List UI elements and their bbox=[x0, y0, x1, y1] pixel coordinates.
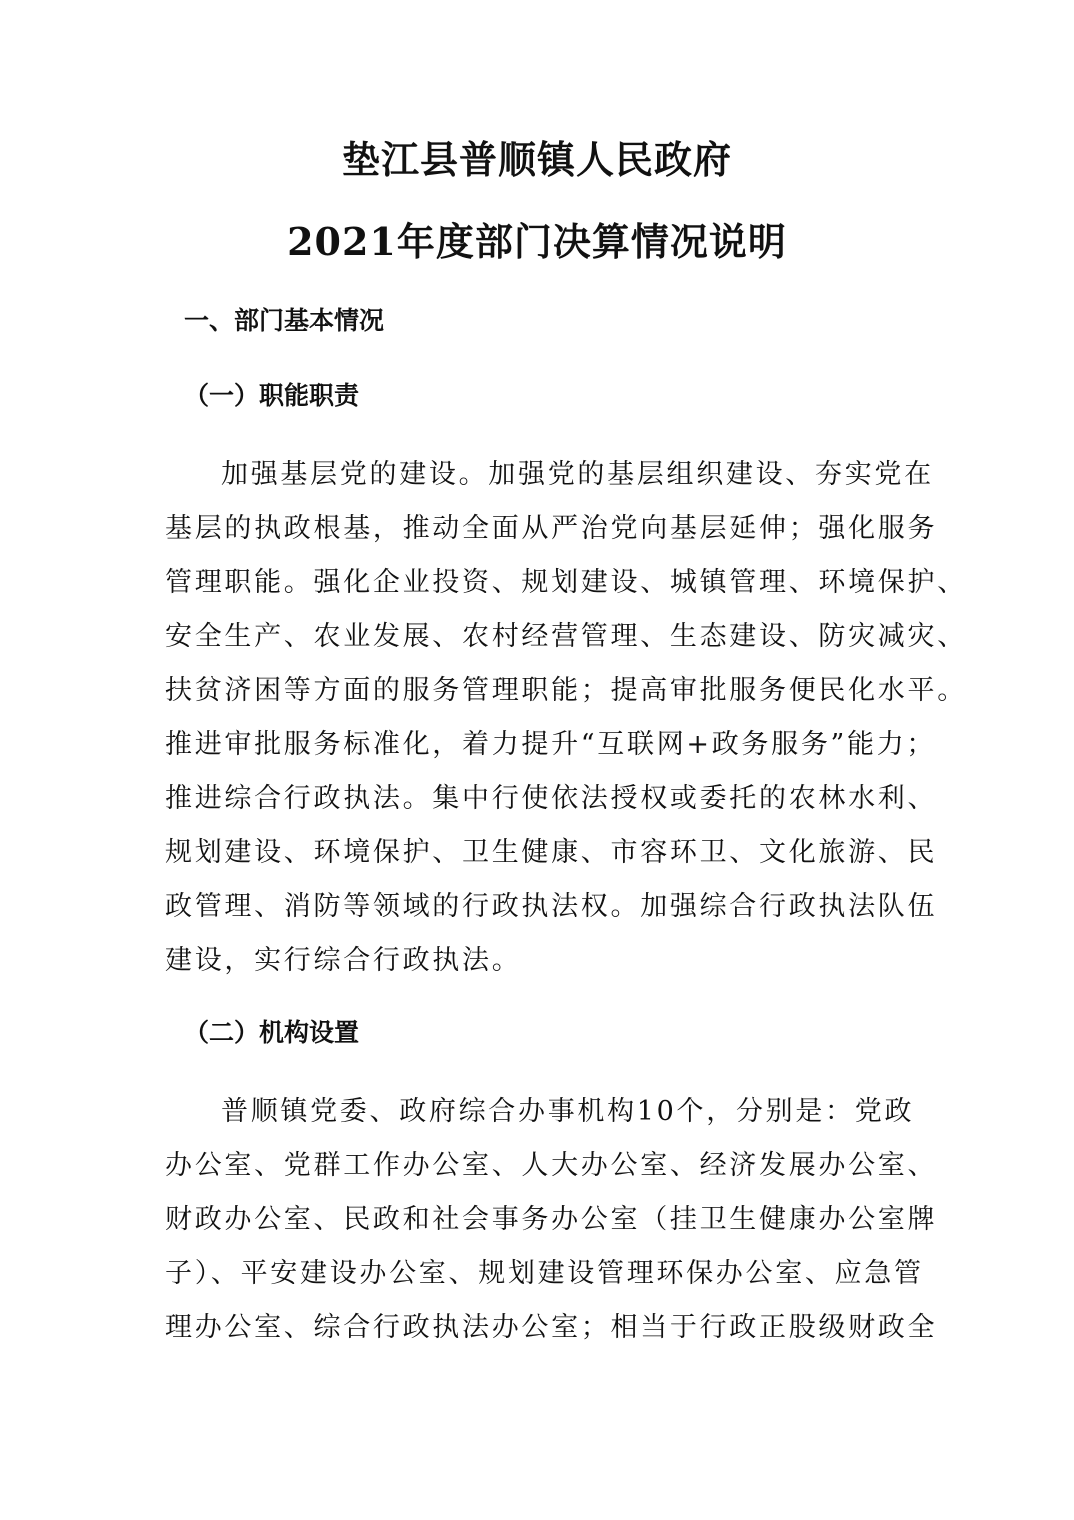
paragraph-line: 加强基层党的建设。加强党的基层组织建设、夯实党在 bbox=[221, 459, 934, 490]
paragraph-line: 政管理、消防等领域的行政执法权。加强综合行政执法队伍 bbox=[165, 891, 938, 922]
paragraph-line: 理办公室、综合行政执法办公室；相当于行政正股级财政全 bbox=[165, 1312, 938, 1343]
paragraph-line: 办公室、党群工作办公室、人大办公室、经济发展办公室、 bbox=[165, 1150, 938, 1181]
paragraph-line: 推进综合行政执法。集中行使依法授权或委托的农林水利、 bbox=[165, 783, 938, 814]
paragraph-line: 子）、平安建设办公室、规划建设管理环保办公室、应急管 bbox=[165, 1258, 924, 1289]
paragraph-line: 规划建设、环境保护、卫生健康、市容环卫、文化旅游、民 bbox=[165, 837, 938, 868]
subsection-heading-functions: （一）职能职责 bbox=[184, 381, 360, 410]
paragraph-line: 普顺镇党委、政府综合办事机构10个，分别是：党政 bbox=[221, 1096, 915, 1127]
paragraph-line: 财政办公室、民政和社会事务办公室（挂卫生健康办公室牌 bbox=[165, 1204, 938, 1235]
paragraph-line: 安全生产、农业发展、农村经营管理、生态建设、防灾减灾、 bbox=[165, 621, 967, 652]
section-heading-basic-info: 一、部门基本情况 bbox=[184, 306, 385, 335]
document-title: 垫江县普顺镇人民政府 bbox=[341, 137, 732, 182]
document-subtitle: 2021年度部门决算情况说明 bbox=[287, 219, 787, 264]
paragraph-line: 管理职能。强化企业投资、规划建设、城镇管理、环境保护、 bbox=[165, 567, 967, 598]
paragraph-line: 基层的执政根基，推动全面从严治党向基层延伸；强化服务 bbox=[165, 513, 938, 544]
paragraph-line: 建设，实行综合行政执法。 bbox=[165, 945, 522, 976]
paragraph-line: 扶贫济困等方面的服务管理职能；提高审批服务便民化水平。 bbox=[165, 675, 967, 706]
subsection-heading-organization: （二）机构设置 bbox=[184, 1018, 360, 1047]
paragraph-line: 推进审批服务标准化，着力提升“互联网+政务服务”能力； bbox=[165, 729, 937, 760]
